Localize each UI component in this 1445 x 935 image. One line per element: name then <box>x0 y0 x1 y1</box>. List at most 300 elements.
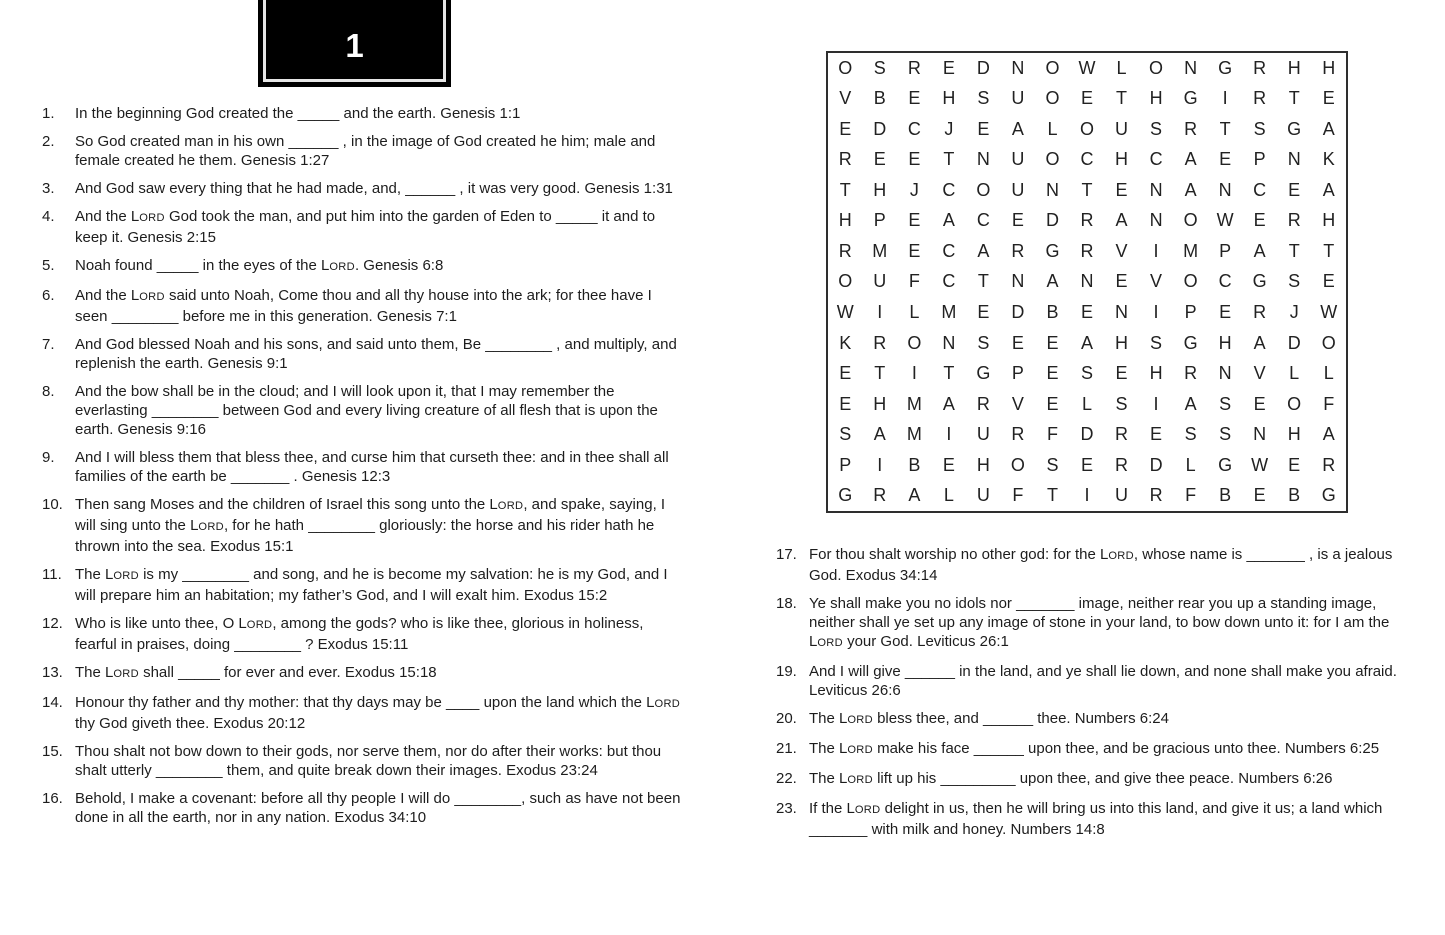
clue-item <box>42 495 683 556</box>
grid-letter: G <box>1287 118 1302 139</box>
grid-letter: W <box>1216 210 1234 231</box>
grid-letter: S <box>1046 454 1059 475</box>
grid-letter: O <box>907 332 922 353</box>
grid-letter: S <box>1288 271 1301 292</box>
grid-letter: T <box>874 363 886 384</box>
grid-letter: E <box>1080 454 1093 475</box>
grid-letter: R <box>1287 210 1301 231</box>
grid-letter: U <box>976 424 990 445</box>
grid-letter: O <box>1183 210 1198 231</box>
grid-letter: E <box>1115 271 1128 292</box>
grid-letter: E <box>1253 485 1266 506</box>
grid-letter: O <box>1045 88 1060 109</box>
grid-letter: D <box>1011 302 1025 323</box>
clue-item <box>776 769 1416 790</box>
grid-letter: R <box>1080 210 1094 231</box>
grid-letter: P <box>839 454 852 475</box>
grid-letter: N <box>1011 57 1025 78</box>
clue-item <box>42 742 683 780</box>
grid-letter: A <box>977 240 990 261</box>
clue-number: 12. <box>42 615 63 632</box>
grid-letter: F <box>1185 485 1197 506</box>
grid-letter: A <box>1253 240 1266 261</box>
clue-number: 5. <box>42 257 55 274</box>
grid-letter: D <box>1149 454 1163 475</box>
grid-letter: D <box>1045 210 1059 231</box>
grid-letter: V <box>1150 271 1163 292</box>
grid-letter: G <box>1183 332 1198 353</box>
grid-letter: H <box>1287 424 1301 445</box>
clue-text: The LORD lift up his _________ upon thee, and give thee peace. Numbers 6:26 <box>809 770 1333 787</box>
grid-letter: C <box>942 240 956 261</box>
grid-letter: H <box>1149 363 1163 384</box>
clue-number: 17. <box>776 546 797 563</box>
grid-letter: O <box>1010 454 1025 475</box>
grid-letter: E <box>1011 210 1024 231</box>
grid-letter: M <box>941 302 957 323</box>
clue-text: And the bow shall be in the cloud; and I will look upon it, that I may remember the everlasting ________ between God and every living creature of all flesh that is upon the earth. Genesis 9:16 <box>75 383 658 438</box>
grid-letter: M <box>906 393 922 414</box>
grid-letter: U <box>1115 485 1129 506</box>
grid-letter: E <box>908 210 921 231</box>
grid-letter: L <box>909 302 920 323</box>
grid-letter: D <box>976 57 990 78</box>
grid-letter: N <box>942 332 956 353</box>
clue-item <box>42 207 683 247</box>
clue-text: And I will bless them that bless thee, and curse him that curseth thee: and in thee shall all families of the earth be _______ . Genesis 12:3 <box>75 449 669 485</box>
clue-item <box>42 382 683 439</box>
clue-item <box>42 335 683 373</box>
grid-letter: U <box>1011 88 1025 109</box>
grid-letter: S <box>977 332 990 353</box>
clue-item <box>776 545 1416 585</box>
grid-letter: L <box>1116 57 1127 78</box>
grid-letter: F <box>1012 485 1024 506</box>
grid-letter: H <box>1322 210 1336 231</box>
grid-letter: J <box>1289 302 1299 323</box>
grid-letter: I <box>911 363 917 384</box>
grid-letter: O <box>1079 118 1094 139</box>
grid-letter: E <box>839 393 852 414</box>
grid-letter: C <box>907 118 921 139</box>
grid-letter: T <box>1046 485 1058 506</box>
grid-letter: E <box>839 118 852 139</box>
grid-letter: W <box>1251 454 1269 475</box>
grid-letter: D <box>1080 424 1094 445</box>
grid-letter: E <box>1046 393 1059 414</box>
grid-letter: O <box>976 179 991 200</box>
clue-item <box>42 789 683 827</box>
grid-letter: E <box>977 302 990 323</box>
clue-number: 14. <box>42 694 63 711</box>
grid-letter: S <box>1115 393 1128 414</box>
clue-number: 3. <box>42 180 55 197</box>
word-search-grid <box>826 51 1348 513</box>
grid-letter: C <box>942 271 956 292</box>
grid-letter: F <box>1323 393 1335 414</box>
grid-letter: B <box>1046 302 1059 323</box>
clue-number: 22. <box>776 770 797 787</box>
grid-letter: A <box>1184 149 1197 170</box>
grid-letter: E <box>1288 454 1301 475</box>
grid-letter: F <box>908 271 920 292</box>
clue-item <box>42 104 683 123</box>
clue-text: And God saw every thing that he had made, and, ______ , it was very good. Genesis 1:31 <box>75 180 673 197</box>
grid-letter: B <box>908 454 921 475</box>
grid-letter: I <box>877 302 883 323</box>
grid-letter: P <box>1253 149 1266 170</box>
grid-letter: N <box>1287 149 1301 170</box>
grid-letter: A <box>942 393 955 414</box>
grid-letter: B <box>873 88 886 109</box>
grid-letter: N <box>1149 179 1163 200</box>
grid-letter: H <box>1218 332 1232 353</box>
grid-letter: S <box>1253 118 1266 139</box>
grid-letter: T <box>943 363 955 384</box>
grid-letter: L <box>1289 363 1300 384</box>
clue-item <box>42 693 683 733</box>
grid-letter: N <box>1045 179 1059 200</box>
clue-item <box>776 739 1416 760</box>
grid-letter: R <box>907 57 921 78</box>
grid-letter: E <box>1322 271 1335 292</box>
grid-letter: V <box>1115 240 1128 261</box>
grid-letter: R <box>1253 57 1267 78</box>
clue-item <box>42 614 683 654</box>
grid-letter: R <box>1184 118 1198 139</box>
grid-letter: E <box>839 363 852 384</box>
grid-letter: E <box>908 149 921 170</box>
grid-letter: L <box>1047 118 1058 139</box>
grid-letter: T <box>1116 88 1128 109</box>
clue-number: 7. <box>42 336 55 353</box>
grid-letter: O <box>1287 393 1302 414</box>
grid-letter: E <box>1219 149 1232 170</box>
grid-letter: E <box>1322 88 1335 109</box>
grid-letter: H <box>873 179 887 200</box>
grid-letter: H <box>873 393 887 414</box>
grid-letter: J <box>909 179 919 200</box>
grid-letter: U <box>1011 149 1025 170</box>
grid-letter: S <box>977 88 990 109</box>
grid-letter: E <box>1115 179 1128 200</box>
puzzle-number-frame <box>263 0 446 82</box>
grid-letter: C <box>1149 149 1163 170</box>
grid-letter: C <box>1080 149 1094 170</box>
grid-letter: N <box>1184 57 1198 78</box>
grid-letter: D <box>873 118 887 139</box>
grid-letter: J <box>944 118 954 139</box>
grid-letter: A <box>908 485 921 506</box>
grid-letter: P <box>1219 240 1232 261</box>
grid-letter: G <box>1045 240 1060 261</box>
clue-number: 2. <box>42 133 55 150</box>
clue-number: 6. <box>42 287 55 304</box>
clue-item <box>42 286 683 326</box>
grid-letter: A <box>1046 271 1059 292</box>
grid-letter: R <box>873 485 887 506</box>
grid-letter: A <box>1253 332 1266 353</box>
grid-letter: M <box>906 424 922 445</box>
clue-text: So God created man in his own ______ , in the image of God created he him; male and female created he them. Genesis 1:27 <box>75 133 656 169</box>
grid-letter: E <box>1046 332 1059 353</box>
clue-item <box>42 132 683 170</box>
grid-letter: E <box>942 454 955 475</box>
grid-letter: H <box>1115 332 1129 353</box>
grid-letter: G <box>1218 454 1233 475</box>
grid-letter: E <box>908 88 921 109</box>
clue-number: 11. <box>42 566 62 583</box>
grid-letter: P <box>1184 302 1197 323</box>
grid-letter: T <box>1323 240 1335 261</box>
grid-letter: N <box>1253 424 1267 445</box>
grid-letter: E <box>1115 363 1128 384</box>
grid-letter: E <box>1253 393 1266 414</box>
grid-letter: S <box>873 57 886 78</box>
grid-letter: H <box>1149 88 1163 109</box>
clue-list-left <box>42 104 683 836</box>
clue-text: And God blessed Noah and his sons, and said unto them, Be ________ , and multiply, and replenish the earth. Genesis 9:1 <box>75 336 677 372</box>
grid-letter: R <box>838 240 852 261</box>
grid-letter: W <box>1320 302 1338 323</box>
grid-letter: K <box>1322 149 1335 170</box>
grid-letter: V <box>1253 363 1266 384</box>
grid-letter: R <box>1184 363 1198 384</box>
grid-letter: B <box>1219 485 1232 506</box>
grid-letter: O <box>1045 149 1060 170</box>
grid-letter: F <box>1046 424 1058 445</box>
grid-letter: G <box>976 363 991 384</box>
grid-letter: H <box>838 210 852 231</box>
grid-letter: E <box>873 149 886 170</box>
grid-letter: R <box>1115 454 1129 475</box>
grid-letter: A <box>1322 118 1335 139</box>
grid-letter: A <box>1184 393 1197 414</box>
clue-number: 8. <box>42 383 55 400</box>
grid-letter: T <box>1288 88 1300 109</box>
grid-letter: M <box>872 240 888 261</box>
grid-letter: R <box>1011 240 1025 261</box>
grid-letter: H <box>942 88 956 109</box>
grid-letter: R <box>1115 424 1129 445</box>
clue-text: Who is like unto thee, O LORD, among the gods? who is like thee, glorious in holiness, fearful in praises, doing ________ ? Exodus 15:11 <box>75 615 644 653</box>
grid-letter: D <box>1287 332 1301 353</box>
grid-letter: S <box>1184 424 1197 445</box>
grid-letter: E <box>908 240 921 261</box>
grid-letter: E <box>1253 210 1266 231</box>
grid-letter: R <box>976 393 990 414</box>
grid-letter: H <box>976 454 990 475</box>
grid-letter: S <box>1080 363 1093 384</box>
grid-letter: H <box>1322 57 1336 78</box>
grid-letter: C <box>942 179 956 200</box>
clue-item <box>776 709 1416 730</box>
grid-letter: O <box>1045 57 1060 78</box>
grid-letter: N <box>1149 210 1163 231</box>
grid-letter: U <box>1011 179 1025 200</box>
grid-letter: R <box>838 149 852 170</box>
grid-letter: V <box>1011 393 1024 414</box>
grid-letter: B <box>1288 485 1301 506</box>
clue-number: 9. <box>42 449 55 466</box>
grid-letter: N <box>1115 302 1129 323</box>
grid-letter: N <box>976 149 990 170</box>
clue-text: For thou shalt worship no other god: for the LORD, whose name is _______ , is a jealous God. Exodus 34:14 <box>809 546 1393 584</box>
clue-number: 13. <box>42 664 63 681</box>
clue-text: The LORD make his face ______ upon thee, and be gracious unto thee. Numbers 6:25 <box>809 740 1380 757</box>
clue-item <box>42 663 683 684</box>
grid-letter: V <box>839 88 852 109</box>
clue-text: Thou shalt not bow down to their gods, nor serve them, nor do after their works: but thou shalt utterly ________ them, and quite break down their images. Exodus 23:24 <box>75 743 662 779</box>
clue-text: In the beginning God created the _____ and the earth. Genesis 1:1 <box>75 105 521 122</box>
clue-text: Honour thy father and thy mother: that thy days may be ____ upon the land which the LORD thy God giveth thee. Exodus 20:12 <box>75 694 681 732</box>
clue-item <box>776 594 1416 653</box>
grid-letter: A <box>1184 179 1197 200</box>
clue-item <box>42 565 683 605</box>
clue-list-right <box>776 545 1416 848</box>
clue-number: 19. <box>776 663 797 680</box>
grid-letter: S <box>1150 332 1163 353</box>
grid-letter: H <box>1115 149 1129 170</box>
grid-letter: T <box>943 149 955 170</box>
grid-letter: E <box>1219 302 1232 323</box>
grid-letter: O <box>838 57 853 78</box>
grid-letter: T <box>1219 118 1231 139</box>
grid-letter: A <box>873 424 886 445</box>
grid-letter: T <box>1288 240 1300 261</box>
clue-item <box>776 799 1416 839</box>
grid-letter: C <box>976 210 990 231</box>
grid-letter: A <box>1322 424 1335 445</box>
grid-letter: N <box>1080 271 1094 292</box>
grid-letter: A <box>1115 210 1128 231</box>
grid-letter: I <box>1153 240 1159 261</box>
grid-letter: S <box>1219 424 1232 445</box>
grid-letter: E <box>1150 424 1163 445</box>
grid-letter: L <box>1185 454 1196 475</box>
grid-letter: M <box>1183 240 1199 261</box>
clue-text: Ye shall make you no idols nor _______ image, neither rear you up a standing image, neither shall ye set up any image of stone in your land, to bow down unto it: for I am the LORD your God. Leviticus 26:1 <box>809 595 1390 650</box>
grid-letter: R <box>1011 424 1025 445</box>
grid-letter: E <box>1288 179 1301 200</box>
grid-letter: P <box>1011 363 1024 384</box>
clue-number: 4. <box>42 208 55 225</box>
puzzle-number-box <box>258 0 451 87</box>
grid-letter: L <box>943 485 954 506</box>
grid-letter: K <box>839 332 852 353</box>
grid-letter: A <box>942 210 955 231</box>
grid-letter: A <box>1322 179 1335 200</box>
grid-letter: L <box>1323 363 1334 384</box>
grid-letter: H <box>1287 57 1301 78</box>
grid-letter: O <box>1321 332 1336 353</box>
clue-number: 21. <box>776 740 797 757</box>
clue-text: Behold, I make a covenant: before all thy people I will do ________, such as have not been done in all the earth, nor in any nation. Exodus 34:10 <box>75 790 681 826</box>
clue-number: 23. <box>776 800 797 817</box>
grid-letter: U <box>1115 118 1129 139</box>
grid-letter: N <box>1218 179 1232 200</box>
grid-letter: T <box>1081 179 1093 200</box>
clue-item <box>42 256 683 277</box>
clue-text: The LORD shall _____ for ever and ever. Exodus 15:18 <box>75 664 437 681</box>
grid-letter: E <box>1011 332 1024 353</box>
puzzle-number: 1 <box>345 26 364 64</box>
clue-number: 20. <box>776 710 797 727</box>
grid-letter: O <box>1149 57 1164 78</box>
clue-number: 15. <box>42 743 63 760</box>
clue-text: Noah found _____ in the eyes of the LORD. Genesis 6:8 <box>75 257 444 274</box>
grid-letter: S <box>839 424 852 445</box>
grid-letter: G <box>1252 271 1267 292</box>
grid-letter: I <box>877 454 883 475</box>
grid-letter: U <box>976 485 990 506</box>
grid-letter: E <box>977 118 990 139</box>
grid-letter: G <box>1321 485 1336 506</box>
grid-letter: T <box>977 271 989 292</box>
grid-letter: R <box>1322 454 1336 475</box>
grid-letter: A <box>1080 332 1093 353</box>
grid-letter: E <box>1046 363 1059 384</box>
grid-letter: E <box>942 57 955 78</box>
grid-letter: W <box>836 302 854 323</box>
clue-text: And I will give ______ in the land, and ye shall lie down, and none shall make you afraid. Leviticus 26:6 <box>809 663 1397 699</box>
grid-letter: A <box>1011 118 1024 139</box>
grid-letter: I <box>1153 393 1159 414</box>
clue-item <box>776 662 1416 700</box>
grid-letter: I <box>1084 485 1090 506</box>
grid-letter: I <box>1222 88 1228 109</box>
grid-letter: O <box>1183 271 1198 292</box>
grid-letter: E <box>1080 302 1093 323</box>
grid-letter: R <box>1149 485 1163 506</box>
clue-number: 16. <box>42 790 63 807</box>
clue-text: The LORD bless thee, and ______ thee. Numbers 6:24 <box>809 710 1169 727</box>
clue-item <box>42 448 683 486</box>
clue-number: 1. <box>42 105 55 122</box>
grid-letter: G <box>1183 88 1198 109</box>
grid-letter: R <box>1080 240 1094 261</box>
grid-letter: T <box>839 179 851 200</box>
clue-text: If the LORD delight in us, then he will bring us into this land, and give it us; a land which _______ with milk and honey. Numbers 14:8 <box>809 800 1383 838</box>
clue-number: 10. <box>42 496 63 513</box>
grid-letter: P <box>873 210 886 231</box>
clue-text: The LORD is my ________ and song, and he is become my salvation: he is my God, and I will prepare him an habitation; my father’s God, and I will exalt him. Exodus 15:2 <box>75 566 668 604</box>
clue-text: And the LORD said unto Noah, Come thou and all thy house into the ark; for thee have I seen ________ before me in this generation. Genesis 7:1 <box>75 287 652 325</box>
clue-number: 18. <box>776 595 797 612</box>
grid-letter: N <box>1011 271 1025 292</box>
grid-letter: W <box>1078 57 1096 78</box>
grid-letter: S <box>1219 393 1232 414</box>
grid-letter: N <box>1218 363 1232 384</box>
grid-letter: U <box>873 271 887 292</box>
grid-letter: R <box>873 332 887 353</box>
grid-letter: O <box>838 271 853 292</box>
grid-letter: G <box>1218 57 1233 78</box>
grid-letter: R <box>1253 88 1267 109</box>
grid-letter: E <box>1080 88 1093 109</box>
grid-letter: C <box>1218 271 1232 292</box>
clue-item <box>42 179 683 198</box>
grid-letter: L <box>1081 393 1092 414</box>
grid-letter: I <box>946 424 952 445</box>
grid-letter: R <box>1253 302 1267 323</box>
grid-letter: S <box>1150 118 1163 139</box>
grid-letter: C <box>1253 179 1267 200</box>
grid-letter: G <box>838 485 853 506</box>
clue-text: And the LORD God took the man, and put him into the garden of Eden to _____ it and to keep it. Genesis 2:15 <box>75 208 656 246</box>
grid-letter: I <box>1153 302 1159 323</box>
clue-text: Then sang Moses and the children of Israel this song unto the LORD, and spake, saying, I will sing unto the LORD, for he hath ________ gloriously: the horse and his rider hath he thrown into the sea. Exodus 15:1 <box>75 496 666 555</box>
